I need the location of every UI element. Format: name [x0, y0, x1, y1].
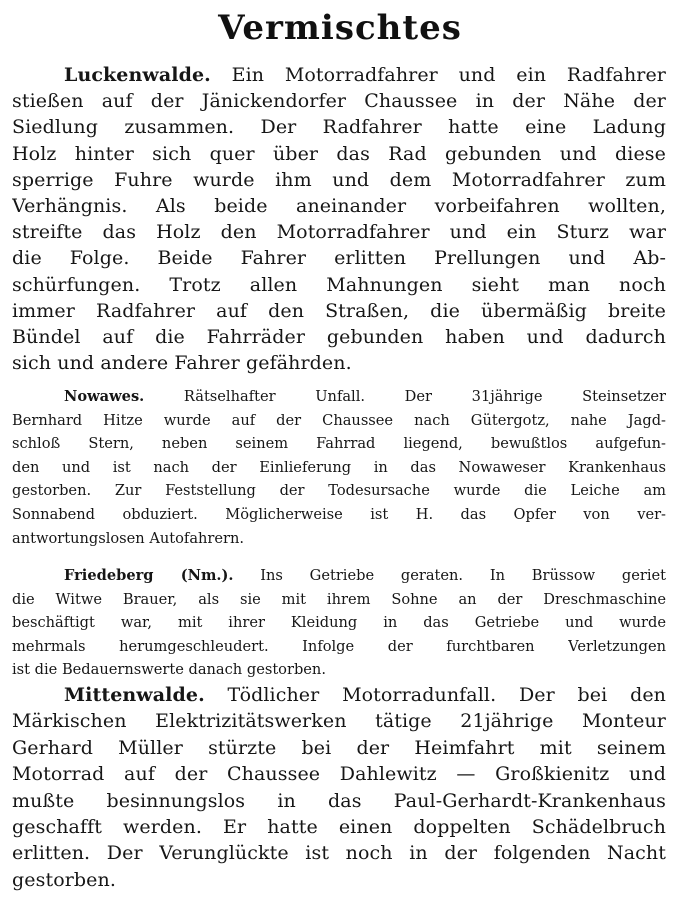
article-line: Siedlung zusammen. Der Radfahrer hatte eine Ladung	[12, 116, 666, 139]
article-line: Sonnabend obduziert. Möglicherweise ist H. das Opfer von ver-	[12, 505, 666, 523]
article-line: die Witwe Brauer, als sie mit ihrem Sohne an der Dreschmaschine	[12, 590, 666, 608]
article-line: sich und andere Fahrer gefährden.	[12, 352, 352, 375]
article-line: streifte das Holz den Motorradfahrer und ein Sturz war	[12, 221, 666, 244]
article-line: Motorrad auf der Chaussee Dahlewitz — Großkienitz und	[12, 763, 666, 786]
article-line: die Folge. Beide Fahrer erlitten Prellungen und Ab-	[12, 247, 666, 270]
article-mittenwalde	[12, 682, 666, 893]
article-line: sperrige Fuhre wurde ihm und dem Motorradfahrer zum	[12, 168, 666, 191]
article-place: Nowawes.	[64, 388, 145, 405]
article-line: gestorben.	[12, 868, 116, 891]
article-line: erlitten. Der Verunglückte ist noch in der folgenden Nacht	[12, 842, 666, 865]
article-line: Holz hinter sich quer über das Rad gebunden und diese	[12, 142, 666, 165]
section-heading: Vermischtes	[218, 8, 462, 48]
article-line: schloß Stern, neben seinem Fahrrad liegend, bewußtlos aufgefun-	[12, 435, 666, 453]
article-place: Mittenwalde.	[64, 684, 205, 706]
article-line: immer Radfahrer auf den Straßen, die übermäßig breite	[12, 299, 666, 322]
article-line: gestorben. Zur Feststellung der Todesursache wurde die Leiche am	[12, 482, 666, 500]
article-line: beschäftigt war, mit ihrer Kleidung in das Getriebe und wurde	[12, 614, 666, 632]
article-friedeberg	[12, 564, 666, 682]
article-line: den und ist nach der Einlieferung in das Nowaweser Krankenhaus	[12, 458, 666, 476]
article-line: Bernhard Hitze wurde auf der Chaussee nach Gütergotz, nahe Jagd-	[12, 411, 666, 429]
article-line: stießen auf der Jänickendorfer Chaussee in der Nähe der	[12, 90, 666, 113]
article-place: Friedeberg (Nm.).	[64, 567, 234, 584]
article-line: Mittenwalde. Tödlicher Motorradunfall. Der bei den	[64, 684, 666, 706]
article-line: geschafft werden. Er hatte einen doppelten Schädelbruch	[12, 816, 666, 839]
article-line: mußte besinnungslos in das Paul-Gerhardt-Krankenhaus	[12, 789, 666, 812]
article-line: Friedeberg (Nm.). Ins Getriebe geraten. In Brüssow geriet	[64, 567, 666, 584]
article-nowawes	[12, 385, 666, 550]
article-line: schürfungen. Trotz allen Mahnungen sieht man noch	[12, 273, 666, 296]
article-line: Luckenwalde. Ein Motorradfahrer und ein Radfahrer	[64, 64, 666, 86]
article-line: Bündel auf die Fahrräder gebunden haben und dadurch	[12, 326, 666, 349]
article-line: Märkischen Elektrizitätswerken tätige 21jährige Monteur	[12, 710, 666, 733]
article-place: Luckenwalde.	[64, 64, 211, 86]
article-line: Verhängnis. Als beide aneinander vorbeifahren wollten,	[12, 195, 666, 218]
article-line: ist die Bedauernswerte danach gestorben.	[12, 661, 326, 679]
article-line: mehrmals herumgeschleudert. Infolge der furchtbaren Verletzungen	[12, 637, 666, 655]
article-line: Nowawes. Rätselhafter Unfall. Der 31jährige Steinsetzer	[64, 388, 666, 405]
article-line: Gerhard Müller stürzte bei der Heimfahrt mit seinem	[12, 736, 666, 759]
article-line: antwortungslosen Autofahrern.	[12, 529, 245, 547]
article-luckenwalde	[12, 62, 666, 376]
